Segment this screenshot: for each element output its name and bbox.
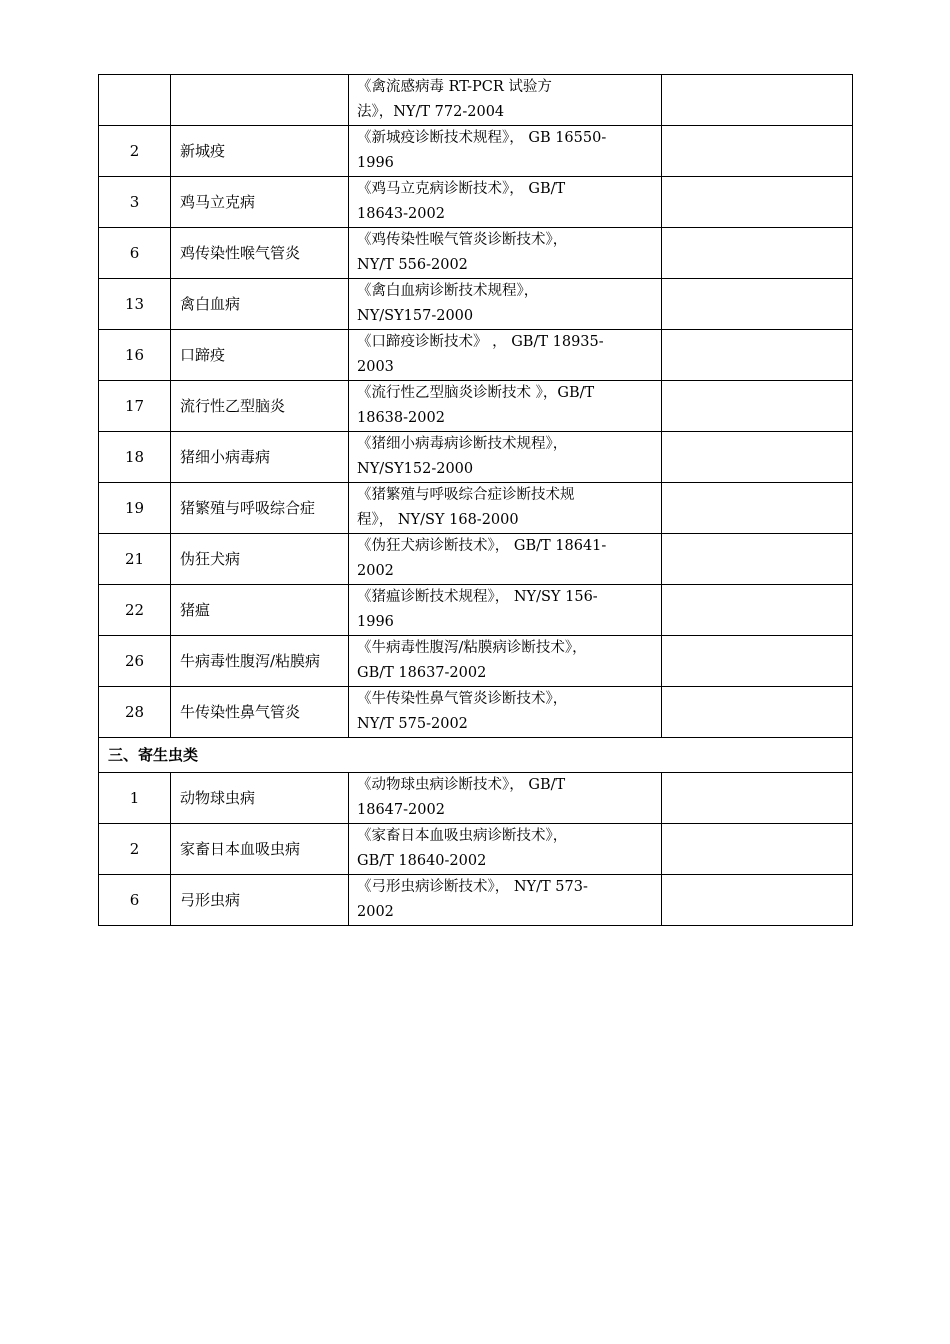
standard-line-2: GB/T 18637-2002 xyxy=(357,665,487,681)
row-number: 21 xyxy=(99,534,171,585)
standard-line-2: 2003 xyxy=(357,359,394,375)
table-row xyxy=(99,432,853,483)
standard-cell xyxy=(349,228,662,279)
standard-cell xyxy=(349,75,662,126)
disease-name: 猪繁殖与呼吸综合症 xyxy=(171,483,349,534)
standard-line-1: 《动物球虫病诊断技术》， GB/T xyxy=(357,777,566,793)
disease-name: 牛传染性鼻气管炎 xyxy=(171,687,349,738)
standard-cell xyxy=(349,483,662,534)
standard-line-1: 《鸡马立克病诊断技术》， GB/T xyxy=(357,181,566,197)
remarks-cell xyxy=(662,585,853,636)
standards-table xyxy=(98,74,853,926)
row-number xyxy=(99,75,171,126)
standard-cell xyxy=(349,534,662,585)
disease-name: 猪细小病毒病 xyxy=(171,432,349,483)
remarks-cell xyxy=(662,432,853,483)
standard-line-1: 《禽流感病毒 RT-PCR 试验方 xyxy=(357,79,552,95)
disease-name: 鸡马立克病 xyxy=(171,177,349,228)
standard-line-2: 18638-2002 xyxy=(357,410,445,426)
standard-cell xyxy=(349,177,662,228)
standard-line-1: 《牛传染性鼻气管炎诊断技术》， xyxy=(357,691,568,707)
standard-line-1: 《弓形虫病诊断技术》， NY/T 573- xyxy=(357,879,588,895)
table-row xyxy=(99,636,853,687)
table-row xyxy=(99,585,853,636)
standard-cell xyxy=(349,432,662,483)
standard-cell xyxy=(349,279,662,330)
table-row xyxy=(99,687,853,738)
standard-line-1: 《鸡传染性喉气管炎诊断技术》， xyxy=(357,232,568,248)
table-row xyxy=(99,483,853,534)
row-number: 16 xyxy=(99,330,171,381)
disease-name: 伪狂犬病 xyxy=(171,534,349,585)
remarks-cell xyxy=(662,773,853,824)
remarks-cell xyxy=(662,126,853,177)
standard-line-2: 法》，NY/T 772-2004 xyxy=(357,104,505,120)
disease-name: 新城疫 xyxy=(171,126,349,177)
disease-name: 动物球虫病 xyxy=(171,773,349,824)
standard-cell xyxy=(349,330,662,381)
standard-cell xyxy=(349,636,662,687)
remarks-cell xyxy=(662,381,853,432)
row-number: 26 xyxy=(99,636,171,687)
remarks-cell xyxy=(662,636,853,687)
remarks-cell xyxy=(662,824,853,875)
table-row xyxy=(99,279,853,330)
remarks-cell xyxy=(662,330,853,381)
standard-line-2: 2002 xyxy=(357,904,394,920)
standard-line-1: 《伪狂犬病诊断技术》， GB/T 18641- xyxy=(357,538,607,554)
row-number: 22 xyxy=(99,585,171,636)
row-number: 19 xyxy=(99,483,171,534)
standard-line-1: 《流行性乙型脑炎诊断技术 》，GB/T xyxy=(357,385,595,401)
standard-line-1: 《禽白血病诊断技术规程》， xyxy=(357,283,539,299)
standard-line-1: 《新城疫诊断技术规程》， GB 16550- xyxy=(357,130,607,146)
standard-cell xyxy=(349,126,662,177)
standard-line-1: 《猪细小病毒病诊断技术规程》， xyxy=(357,436,568,452)
standard-line-2: 程》， NY/SY 168-2000 xyxy=(357,512,519,528)
standard-cell xyxy=(349,773,662,824)
standard-cell xyxy=(349,824,662,875)
table-row xyxy=(99,228,853,279)
standard-line-2: NY/T 575-2002 xyxy=(357,716,468,732)
disease-name: 鸡传染性喉气管炎 xyxy=(171,228,349,279)
row-number: 17 xyxy=(99,381,171,432)
remarks-cell xyxy=(662,687,853,738)
remarks-cell xyxy=(662,534,853,585)
row-number: 18 xyxy=(99,432,171,483)
disease-name: 禽白血病 xyxy=(171,279,349,330)
standard-line-2: 1996 xyxy=(357,155,394,171)
disease-name xyxy=(171,75,349,126)
standard-line-1: 《牛病毒性腹泻/粘膜病诊断技术》， xyxy=(357,640,587,656)
disease-name: 家畜日本血吸虫病 xyxy=(171,824,349,875)
standard-line-1: 《口蹄疫诊断技术》 ， GB/T 18935- xyxy=(357,334,604,350)
standard-cell xyxy=(349,585,662,636)
standard-line-2: 1996 xyxy=(357,614,394,630)
remarks-cell xyxy=(662,279,853,330)
table-row xyxy=(99,824,853,875)
section-title: 三、寄生虫类 xyxy=(99,738,853,773)
remarks-cell xyxy=(662,75,853,126)
remarks-cell xyxy=(662,875,853,926)
table-row xyxy=(99,75,853,126)
row-number: 1 xyxy=(99,773,171,824)
table-row xyxy=(99,534,853,585)
standard-line-1: 《家畜日本血吸虫病诊断技术》， xyxy=(357,828,568,844)
standard-line-2: NY/SY152-2000 xyxy=(357,461,474,477)
standard-line-2: 18647-2002 xyxy=(357,802,445,818)
row-number: 6 xyxy=(99,875,171,926)
remarks-cell xyxy=(662,483,853,534)
section-header-row xyxy=(99,738,853,773)
disease-name: 弓形虫病 xyxy=(171,875,349,926)
disease-name: 流行性乙型脑炎 xyxy=(171,381,349,432)
standard-line-1: 《猪繁殖与呼吸综合症诊断技术规 xyxy=(357,487,575,503)
table-row xyxy=(99,126,853,177)
standard-cell xyxy=(349,381,662,432)
table-row xyxy=(99,381,853,432)
remarks-cell xyxy=(662,177,853,228)
standard-cell xyxy=(349,687,662,738)
remarks-cell xyxy=(662,228,853,279)
standard-line-2: NY/SY157-2000 xyxy=(357,308,474,324)
standard-line-1: 《猪瘟诊断技术规程》， NY/SY 156- xyxy=(357,589,598,605)
row-number: 2 xyxy=(99,126,171,177)
table-row xyxy=(99,330,853,381)
standard-line-2: GB/T 18640-2002 xyxy=(357,853,487,869)
row-number: 28 xyxy=(99,687,171,738)
disease-name: 口蹄疫 xyxy=(171,330,349,381)
standard-cell xyxy=(349,875,662,926)
row-number: 13 xyxy=(99,279,171,330)
standard-line-2: NY/T 556-2002 xyxy=(357,257,468,273)
table-row xyxy=(99,773,853,824)
table-row xyxy=(99,875,853,926)
row-number: 6 xyxy=(99,228,171,279)
disease-name: 猪瘟 xyxy=(171,585,349,636)
standard-line-2: 2002 xyxy=(357,563,394,579)
disease-name: 牛病毒性腹泻/粘膜病 xyxy=(171,636,349,687)
standard-line-2: 18643-2002 xyxy=(357,206,445,222)
table-row xyxy=(99,177,853,228)
row-number: 2 xyxy=(99,824,171,875)
row-number: 3 xyxy=(99,177,171,228)
